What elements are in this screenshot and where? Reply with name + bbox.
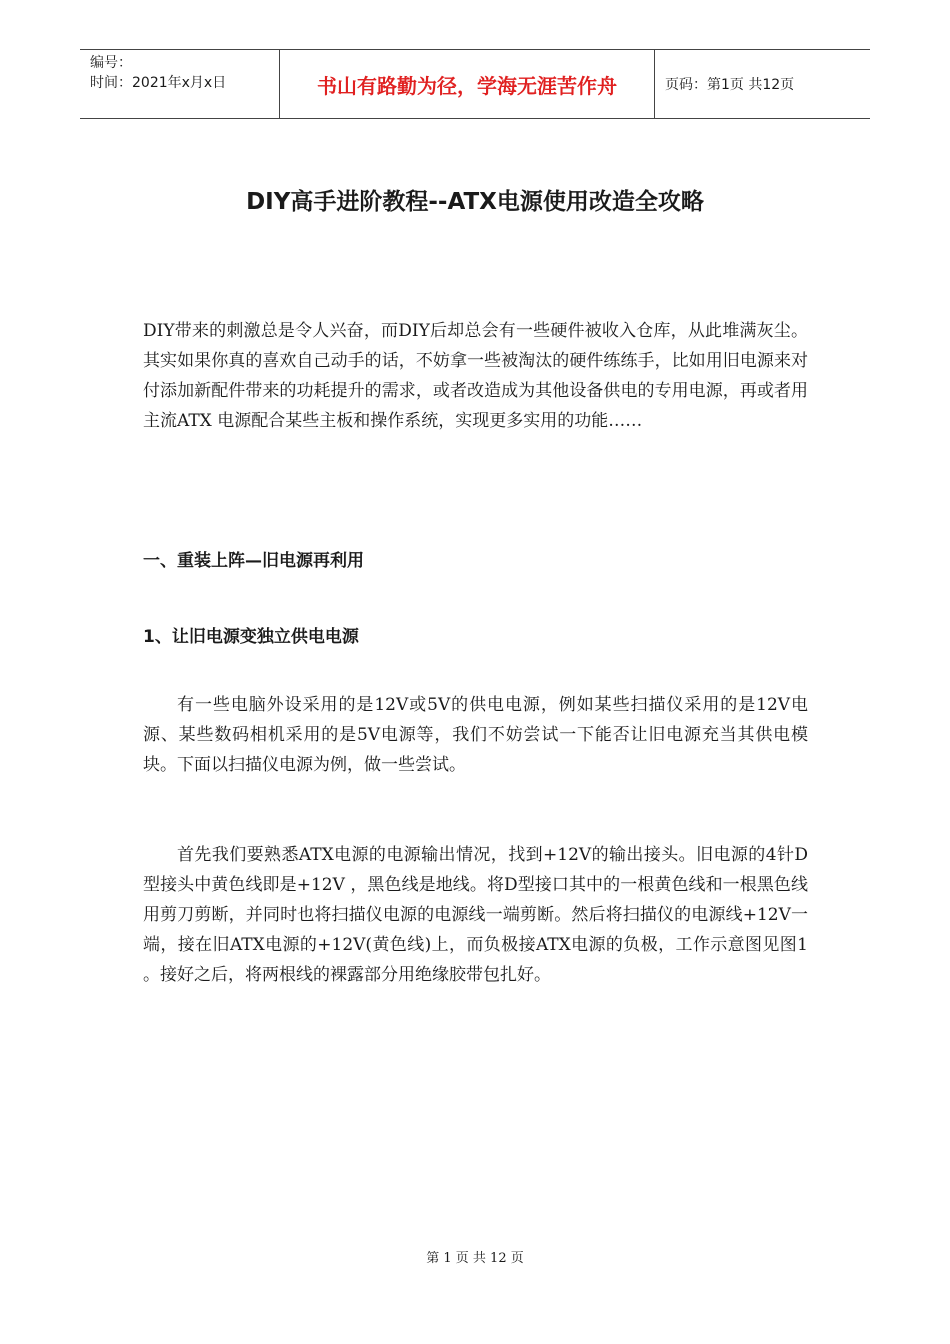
time-label: 时间：2021年x月x日 — [90, 75, 227, 91]
intro-paragraph: DIY带来的刺激总是令人兴奋，而DIY后却总会有一些硬件被收入仓库，从此堆满灰尘。其实如果你真的喜欢自己动手的话，不妨拿一些被淘汰的硬件练练手，比如用旧电源来对付添加新配件带来的功耗提升的需求，或者改造成为其他设备供电的专用电源，再或者用主流ATX 电源配合某些主板和操作系统，实现更多实用的功能…… — [143, 321, 808, 431]
section-heading-1: 一、重装上阵—旧电源再利用 — [143, 551, 364, 571]
header-page-info: 页码：第1页 共12页 — [665, 77, 795, 93]
page-header — [80, 49, 870, 119]
page-footer: 第 1 页 共 12 页 — [426, 1251, 524, 1266]
number-label: 编号： — [90, 55, 132, 71]
document-title: DIY高手进阶教程--ATX电源使用改造全攻略 — [246, 189, 704, 215]
body-paragraph-1: 有一些电脑外设采用的是12V或5V的供电电源，例如某些扫描仪采用的是12V电源、某些数码相机采用的是5V电源等，我们不妨尝试一下能否让旧电源充当其供电模块。下面以扫描仪电源为例，做一些尝试。 — [143, 695, 808, 775]
header-meta — [80, 50, 280, 118]
header-motto: 书山有路勤为径，学海无涯苦作舟 — [280, 50, 655, 118]
body-paragraph-2: 首先我们要熟悉ATX电源的电源输出情况，找到+12V的输出接头。旧电源的4针D型接头中黄色线即是+12V ，黑色线是地线。将D型接口其中的一根黄色线和一根黑色线用剪刀剪断，并同时也将扫描仪电源的电源线一端剪断。然后将扫描仪的电源线+12V一端，接在旧ATX电源的+12V(黄色线)上，而负极接ATX电源的负极，工作示意图见图1 。接好之后，将两根线的裸露部分用绝缘胶带包扎好。 — [143, 845, 808, 985]
subsection-heading-1: 1、让旧电源变独立供电电源 — [143, 627, 359, 647]
